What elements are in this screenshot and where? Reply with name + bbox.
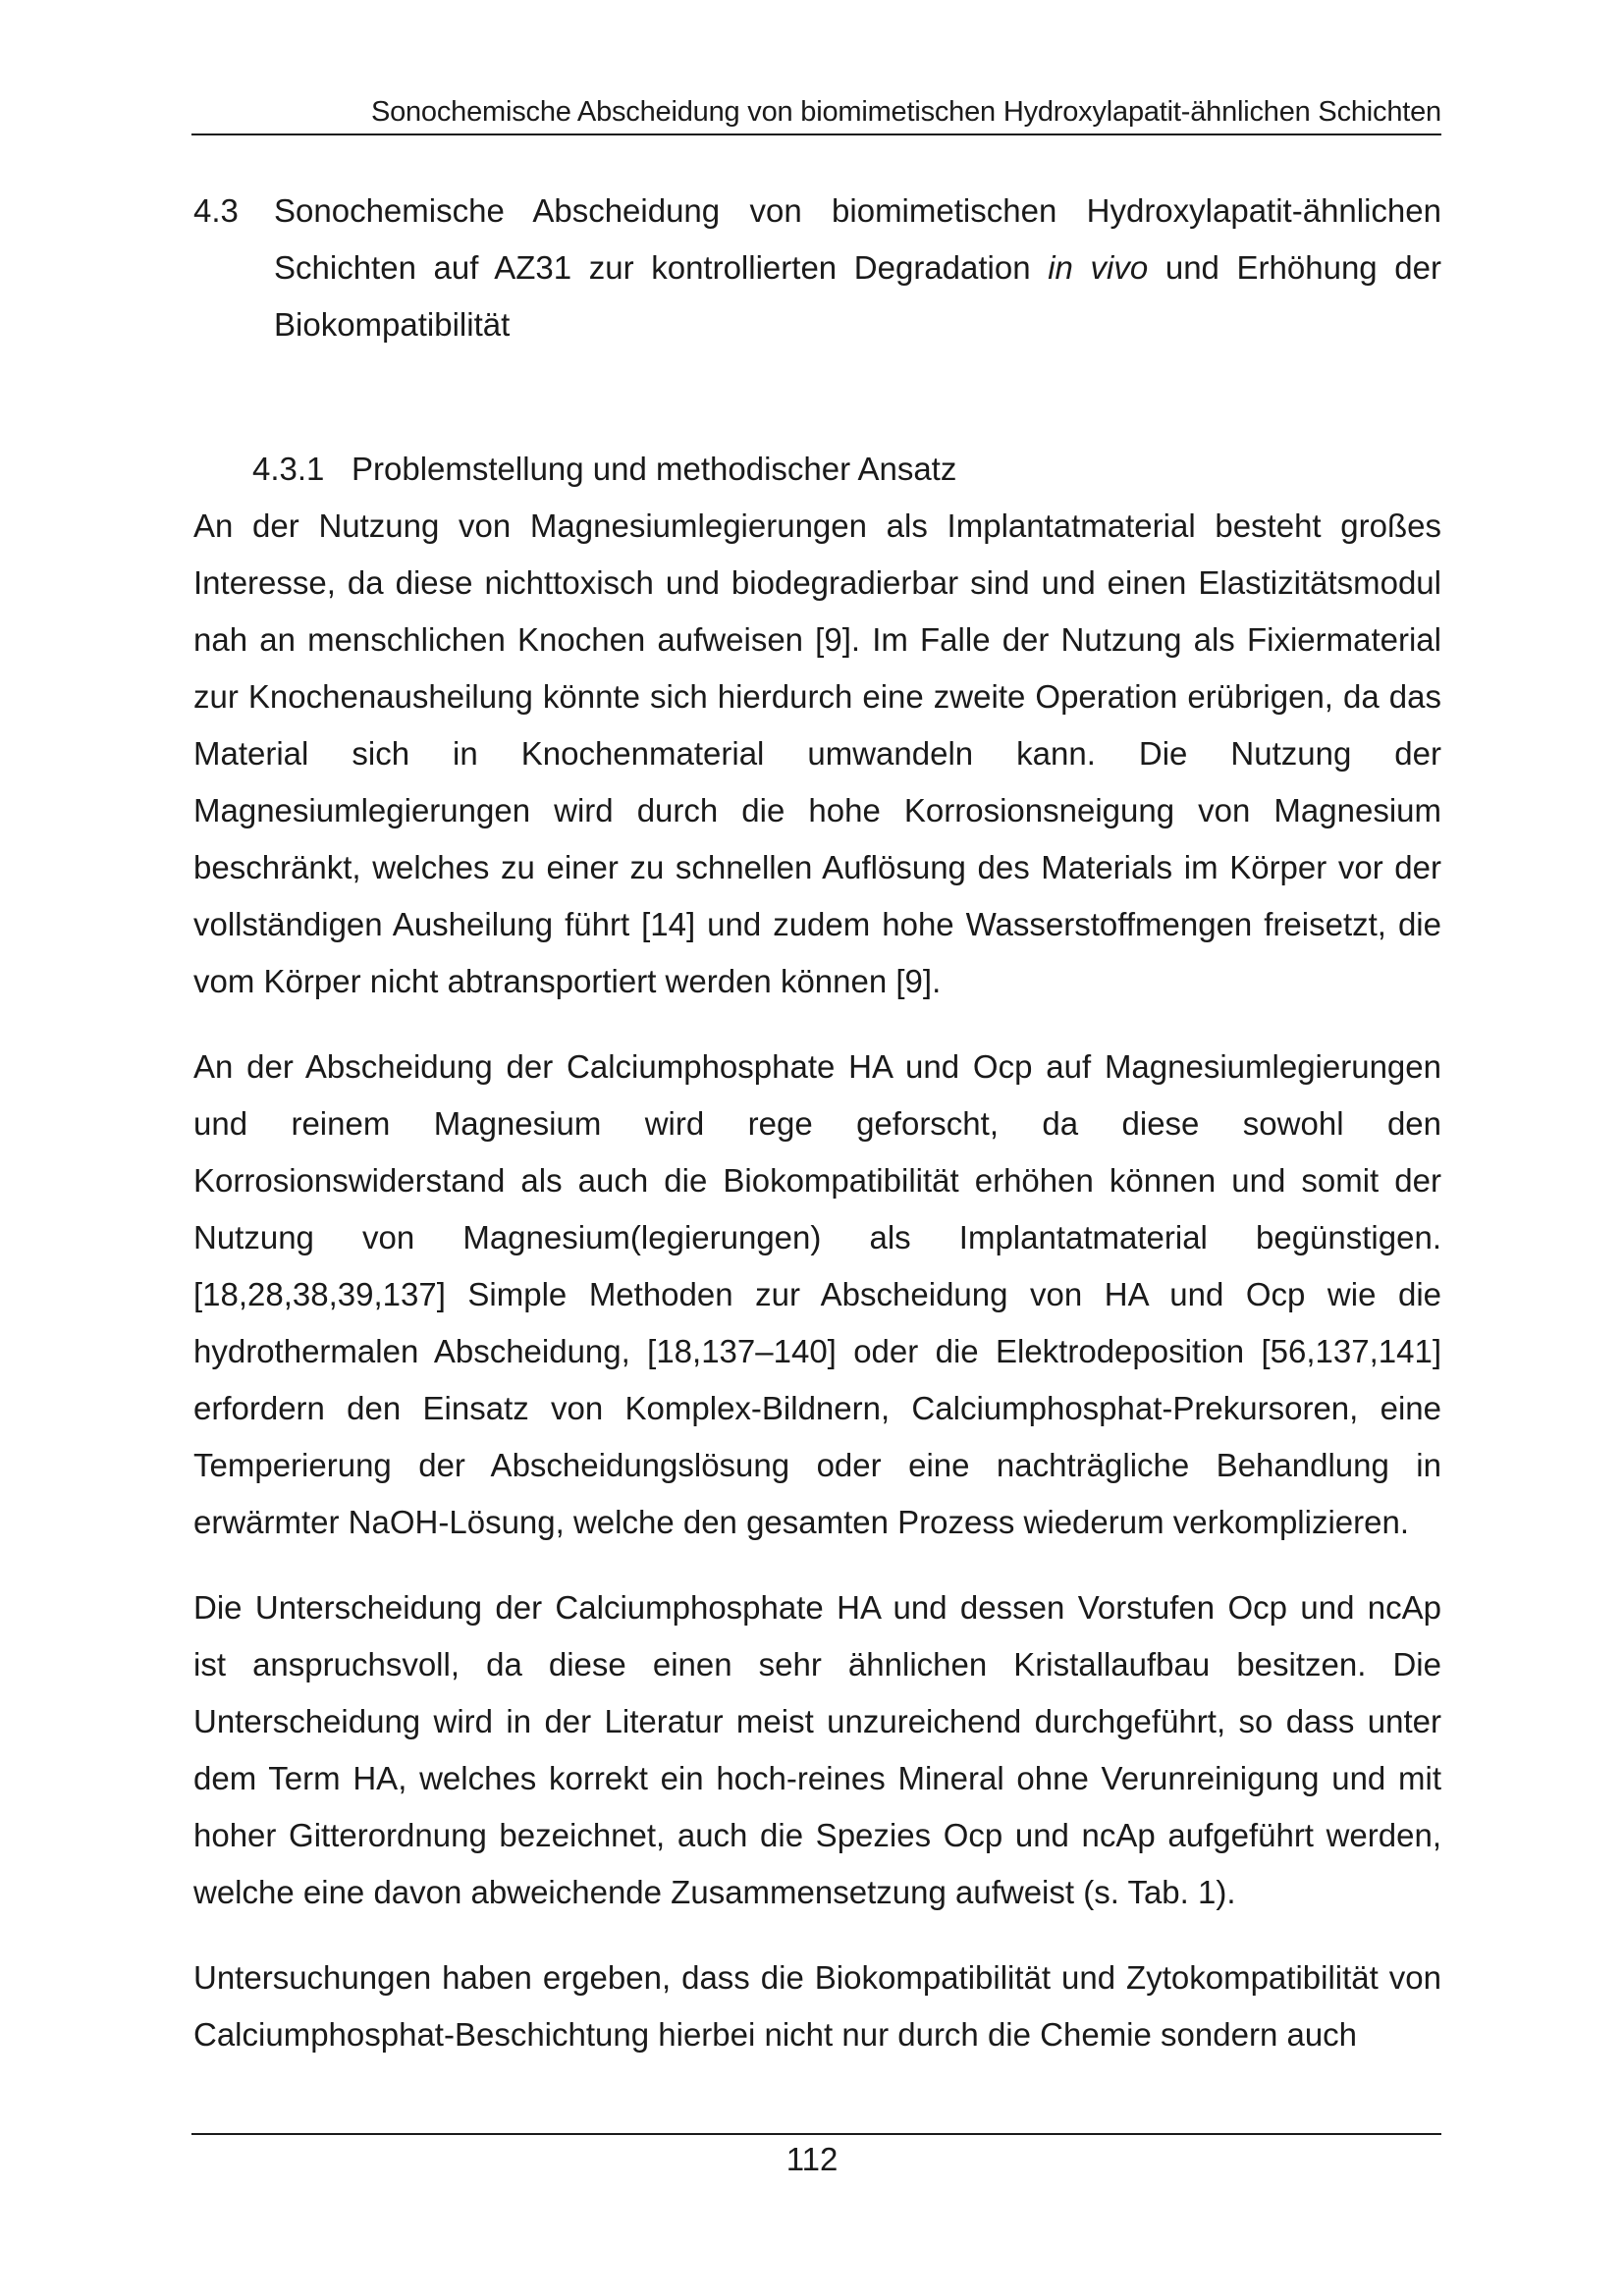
section-title-italic: in vivo (1048, 249, 1149, 286)
paragraph-3: Die Unterscheidung der Calciumphosphate HA und dessen Vorstufen Ocp und ncAp ist anspruchsvoll, da diese einen sehr ähnlichen Kristallaufbau besitzen. Die Unterscheidung wird in der Literatur meist unzureichend durchgeführt, so dass unter dem Term HA, welches korrekt ein hoch-reines Mineral ohne Verunreinigung und mit hoher Gitterordnung bezeichnet, auch die Spezies Ocp und ncAp aufgeführt werden, welche eine davon abweichende Zusammensetzung aufweist (s. Tab. 1). (193, 1589, 1441, 1910)
running-header: Sonochemische Abscheidung von biomimetischen Hydroxylapatit-ähnlichen Schichten (370, 96, 1441, 128)
subsection-heading (252, 441, 956, 498)
paragraph-1: An der Nutzung von Magnesiumlegierungen als Implantatmaterial besteht großes Interesse, da diese nichttoxisch und biodegradierbar sind und einen Elastizitätsmodul nah an menschlichen Knochen aufweisen [9]. Im Falle der Nutzung als Fixiermaterial zur Knochenausheilung könnte sich hierdurch eine zweite Operation erübrigen, da das Material sich in Knochenmaterial umwandeln kann. Die Nutzung der Magnesiumlegierungen wird durch die hohe Korrosionsneigung von Magnesium beschränkt, welches zu einer zu schnellen Auflösung des Materials im Körper vor der vollständigen Ausheilung führt [14] und zudem hohe Wasserstoffmengen freisetzt, die vom Körper nicht abtransportiert werden können [9]. (193, 507, 1441, 999)
body-text (193, 498, 1441, 2063)
section-number: 4.3 (193, 192, 239, 229)
header-rule (191, 133, 1441, 135)
section-title-part1: Sonochemische Abscheidung von biomimetischen Hydroxylapatit-ähnlichen Schichten auf AZ31 zur kontrollierten Degradation (274, 192, 1441, 286)
paragraph-4: Untersuchungen haben ergeben, dass die Biokompatibilität und Zytokompatibilität von Calciumphosphat-Beschichtung hierbei nicht nur durch die Chemie sondern auch (193, 1959, 1441, 2053)
section-title-part2: und Erhöhung der Biokompatibilität (274, 249, 1441, 343)
subsection-title: Problemstellung und methodischer Ansatz (352, 451, 957, 487)
subsection-number: 4.3.1 (252, 451, 325, 487)
page-number: 112 (785, 2141, 839, 2177)
footer-rule (191, 2133, 1441, 2135)
section-heading (193, 183, 1441, 353)
paragraph-2: An der Abscheidung der Calciumphosphate HA und Ocp auf Magnesiumlegierungen und reinem Magnesium wird rege geforscht, da diese sowohl den Korrosionswiderstand als auch die Biokompatibilität erhöhen können und somit der Nutzung von Magnesium(legierungen) als Implantatmaterial begünstigen. [18,28,38,39,137] Simple Methoden zur Abscheidung von HA und Ocp wie die hydrothermalen Abscheidung, [18,137–140] oder die Elektrodeposition [56,137,141] erfordern den Einsatz von Komplex-Bildnern, Calciumphosphat-Prekursoren, eine Temperierung der Abscheidungslösung oder eine nachträgliche Behandlung in erwärmter NaOH-Lösung, welche den gesamten Prozess wiederum verkomplizieren. (193, 1048, 1441, 1540)
section-title (274, 183, 1441, 353)
